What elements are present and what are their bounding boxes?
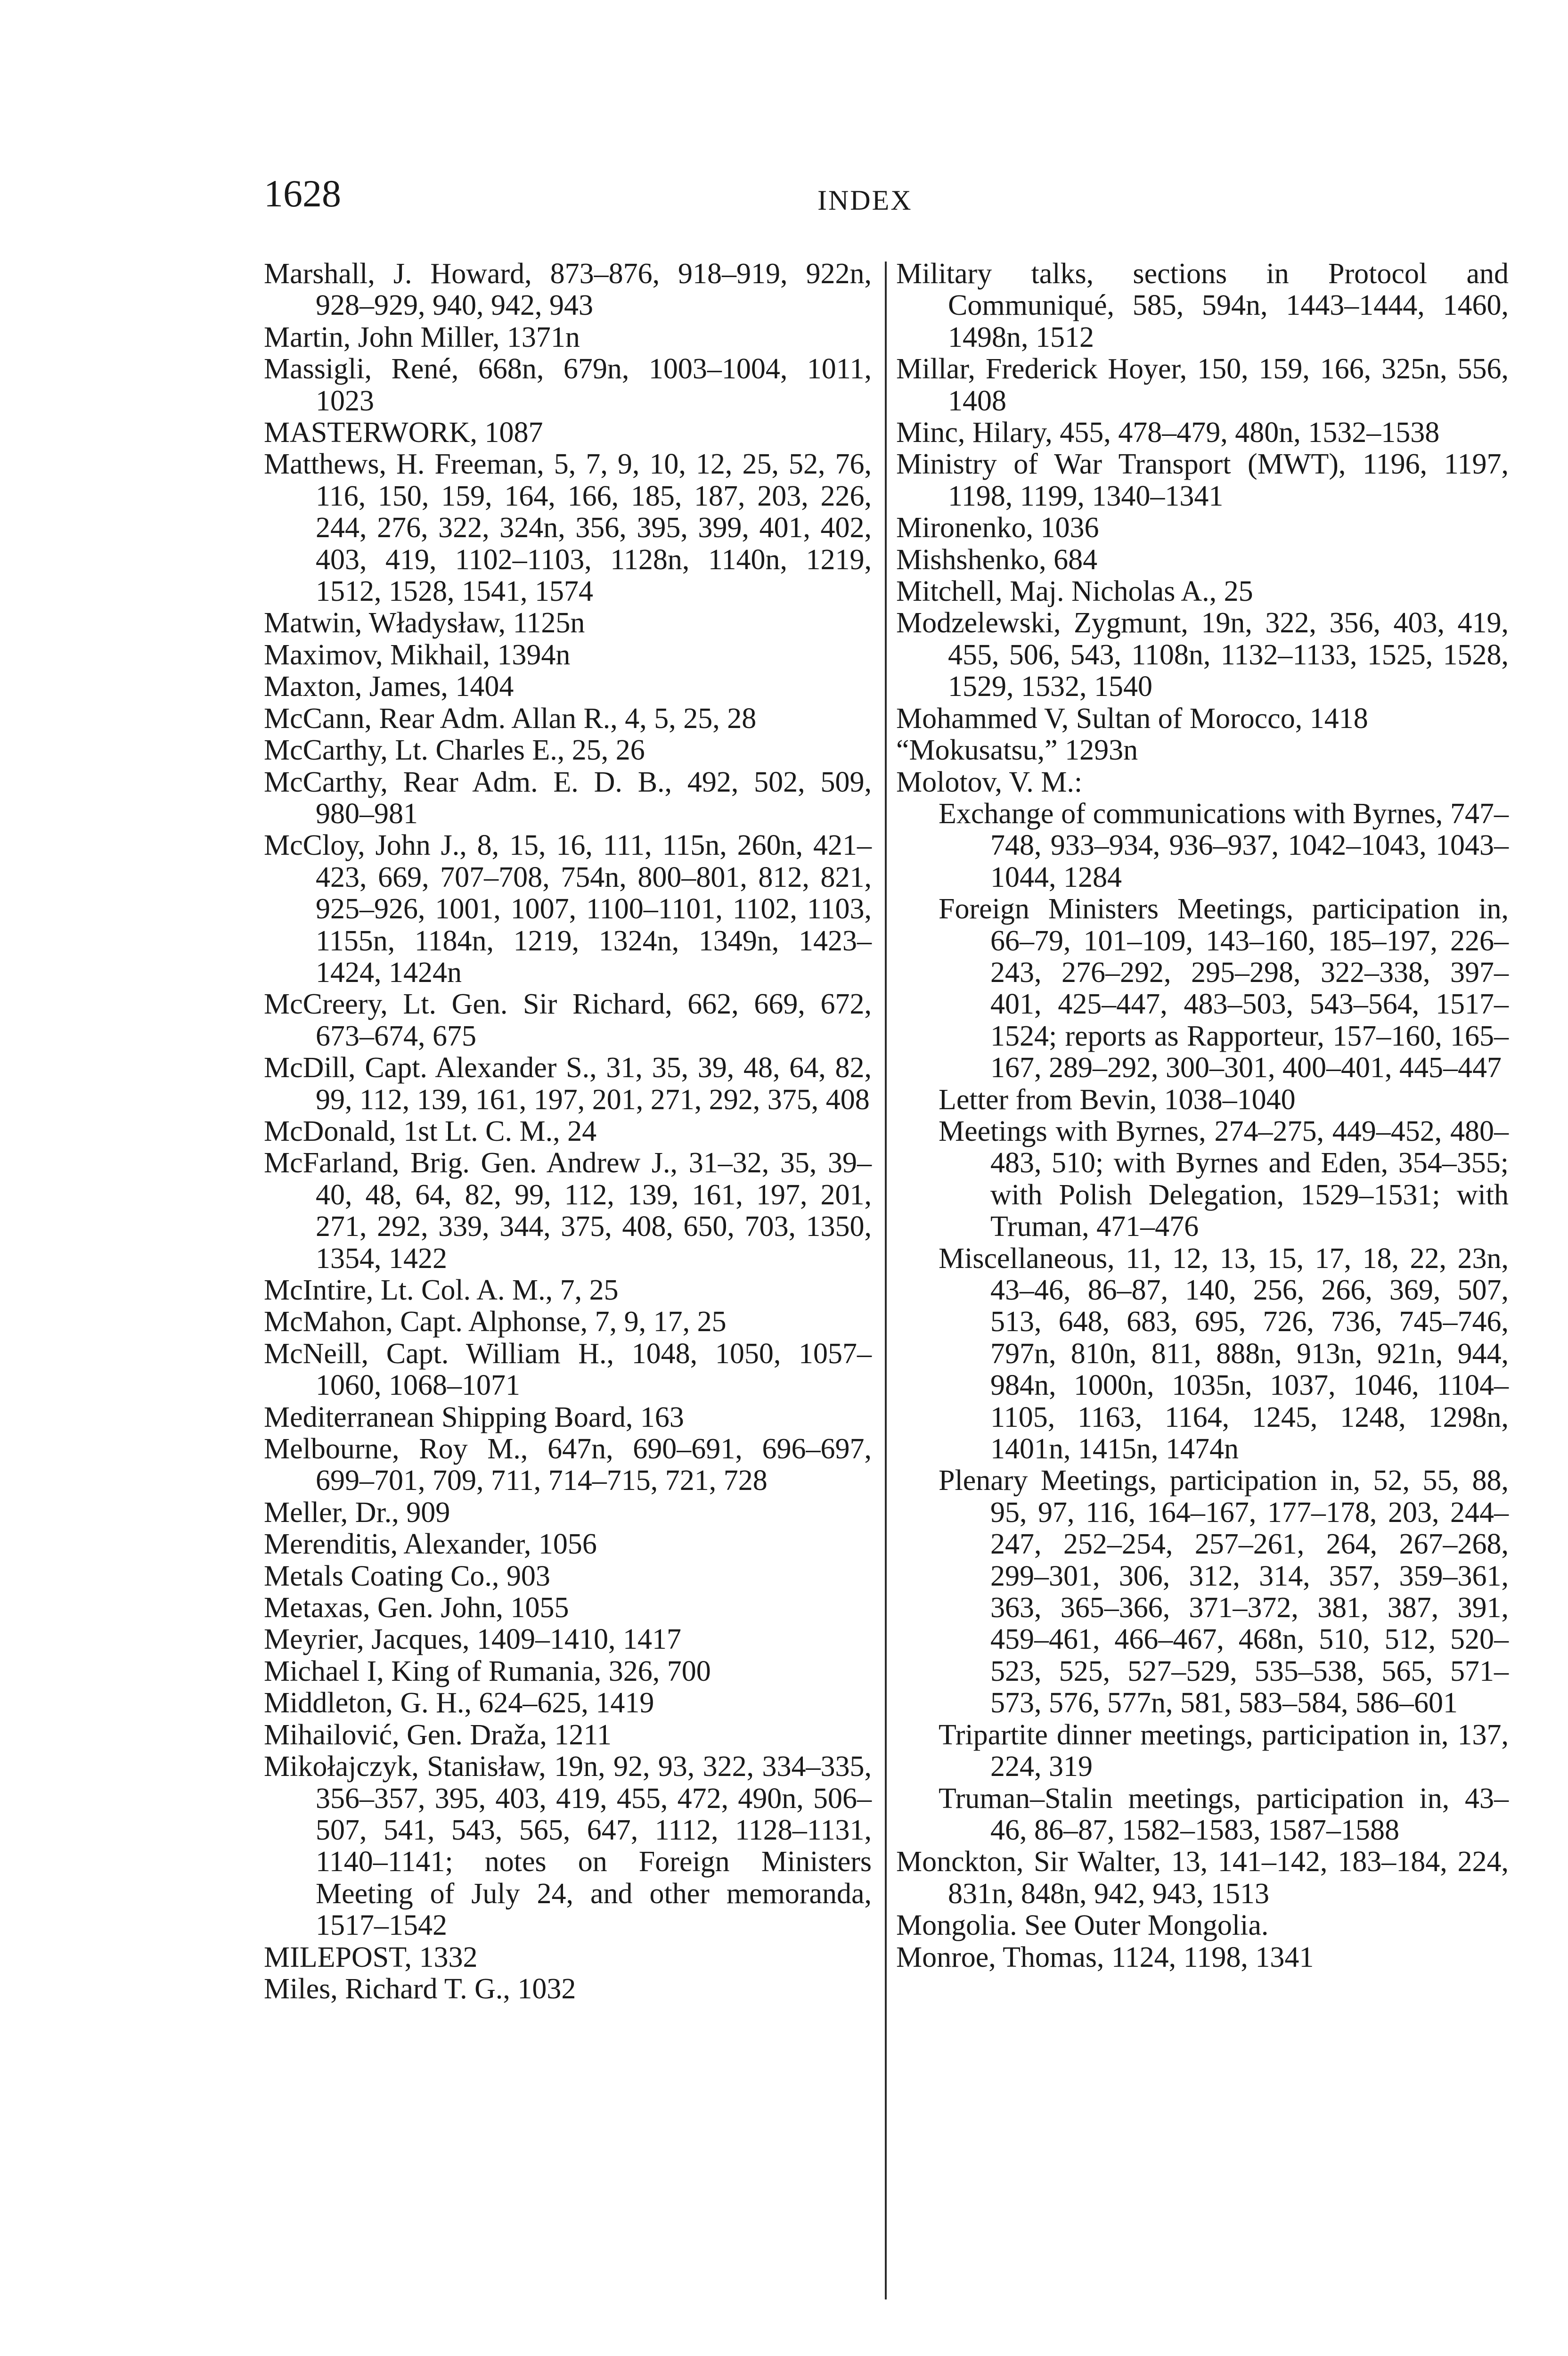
index-entry: Mohammed V, Sultan of Morocco, 1418	[896, 702, 1368, 735]
index-subentry: Letter from Bevin, 1038–1040	[939, 1083, 1296, 1116]
index-entry: Maximov, Mikhail, 1394n	[264, 638, 571, 671]
index-entry: McCarthy, Rear Adm. E. D. B., 492, 502, 509, 980–981	[264, 766, 872, 830]
index-entry: McDill, Capt. Alexander S., 31, 35, 39, 48, 64, 82, 99, 112, 139, 161, 197, 201, 271, 292, 375, 408	[264, 1052, 872, 1116]
page-number: 1628	[264, 172, 341, 215]
index-entry: Mikołajczyk, Stanisław, 19n, 92, 93, 322, 334–335, 356–357, 395, 403, 419, 455, 472, 490n, 506–507, 541, 543, 565, 647, 1112, 1128–1131, 1140–1141; notes on Foreign Ministers Meeting of July 24, and other memoranda, 1517–1542	[264, 1751, 872, 1942]
index-entry: McCarthy, Lt. Charles E., 25, 26	[264, 734, 645, 767]
index-entry: Minc, Hilary, 455, 478–479, 480n, 1532–1538	[896, 417, 1440, 449]
index-entry: McMahon, Capt. Alphonse, 7, 9, 17, 25	[264, 1306, 727, 1338]
index-entry: Metaxas, Gen. John, 1055	[264, 1592, 569, 1624]
index-entry: Mongolia. See Outer Mongolia.	[896, 1909, 1269, 1942]
index-entry: McCann, Rear Adm. Allan R., 4, 5, 25, 28	[264, 702, 757, 735]
index-subentry: Meetings with Byrnes, 274–275, 449–452, 480–483, 510; with Byrnes and Eden, 354–355; with Polish Delegation, 1529–1531; with Truman, 471–476	[939, 1115, 1509, 1243]
index-entry: Monckton, Sir Walter, 13, 141–142, 183–184, 224, 831n, 848n, 942, 943, 1513	[896, 1846, 1509, 1910]
index-entry: McCloy, John J., 8, 15, 16, 111, 115n, 260n, 421–423, 669, 707–708, 754n, 800–801, 812, 821, 925–926, 1001, 1007, 1100–1101, 1102, 1103, 1155n, 1184n, 1219, 1324n, 1349n, 1423–1424, 1424n	[264, 829, 872, 989]
index-entry: Ministry of War Transport (MWT), 1196, 1197, 1198, 1199, 1340–1341	[896, 448, 1509, 512]
index-entry: Mishshenko, 684	[896, 543, 1098, 576]
index-subentry: Miscellaneous, 11, 12, 13, 15, 17, 18, 22, 23n, 43–46, 86–87, 140, 256, 266, 369, 507, 513, 648, 683, 695, 726, 736, 745–746, 797n, 810n, 811, 888n, 913n, 921n, 944, 984n, 1000n, 1035n, 1037, 1046, 1104–1105, 1163, 1164, 1245, 1248, 1298n, 1401n, 1415n, 1474n	[939, 1242, 1509, 1465]
index-entry: Monroe, Thomas, 1124, 1198, 1341	[896, 1941, 1314, 1973]
index-subentry: Exchange of communications with Byrnes, 747–748, 933–934, 936–937, 1042–1043, 1043–1044, 1284	[939, 797, 1509, 893]
index-entry: Matwin, Władysław, 1125n	[264, 607, 585, 639]
index-entry: Matthews, H. Freeman, 5, 7, 9, 10, 12, 25, 52, 76, 116, 150, 159, 164, 166, 185, 187, 203, 226, 244, 276, 322, 324n, 356, 395, 399, 401, 402, 403, 419, 1102–1103, 1128n, 1140n, 1219, 1512, 1528, 1541, 1574	[264, 448, 872, 608]
index-entry: Mitchell, Maj. Nicholas A., 25	[896, 575, 1253, 608]
index-entry: Merenditis, Alexander, 1056	[264, 1528, 597, 1561]
index-column-left	[264, 258, 872, 2005]
index-entry: “Mokusatsu,” 1293n	[896, 734, 1138, 767]
index-entry: Martin, John Miller, 1371n	[264, 321, 580, 353]
index-entry: Michael I, King of Rumania, 326, 700	[264, 1655, 711, 1687]
index-entry: Meyrier, Jacques, 1409–1410, 1417	[264, 1623, 682, 1656]
column-divider	[885, 262, 887, 2299]
index-entry: McFarland, Brig. Gen. Andrew J., 31–32, 35, 39–40, 48, 64, 82, 99, 112, 139, 161, 197, 201, 271, 292, 339, 344, 375, 408, 650, 703, 1350, 1354, 1422	[264, 1147, 872, 1275]
index-subentry: Plenary Meetings, participation in, 52, 55, 88, 95, 97, 116, 164–167, 177–178, 203, 244–247, 252–254, 257–261, 264, 267–268, 299–301, 306, 312, 314, 357, 359–361, 363, 365–366, 371–372, 381, 387, 391, 459–461, 466–467, 468n, 510, 512, 520–523, 525, 527–529, 535–538, 565, 571–573, 576, 577n, 581, 583–584, 586–601	[939, 1464, 1509, 1719]
index-entry: Marshall, J. Howard, 873–876, 918–919, 922n, 928–929, 940, 942, 943	[264, 258, 872, 322]
index-entry: McNeill, Capt. William H., 1048, 1050, 1057–1060, 1068–1071	[264, 1337, 872, 1402]
index-subentry: Truman–Stalin meetings, participation in, 43–46, 86–87, 1582–1583, 1587–1588	[939, 1782, 1509, 1846]
index-entry: Middleton, G. H., 624–625, 1419	[264, 1687, 654, 1719]
index-entry: Mihailović, Gen. Draža, 1211	[264, 1718, 612, 1751]
index-entry: Molotov, V. M.:	[896, 766, 1083, 798]
index-entry: MILEPOST, 1332	[264, 1941, 478, 1973]
running-head: INDEX	[817, 185, 913, 216]
index-entry: Meller, Dr., 909	[264, 1496, 450, 1529]
index-entry: Modzelewski, Zygmunt, 19n, 322, 356, 403, 419, 455, 506, 543, 1108n, 1132–1133, 1525, 1528, 1529, 1532, 1540	[896, 607, 1509, 703]
index-entry: Military talks, sections in Protocol and Communiqué, 585, 594n, 1443–1444, 1460, 1498n, 1512	[896, 258, 1509, 353]
index-column-right	[896, 258, 1509, 1973]
index-entry: Melbourne, Roy M., 647n, 690–691, 696–697, 699–701, 709, 711, 714–715, 721, 728	[264, 1433, 872, 1497]
index-entry: McCreery, Lt. Gen. Sir Richard, 662, 669, 672, 673–674, 675	[264, 988, 872, 1052]
index-entry: MASTERWORK, 1087	[264, 417, 543, 449]
index-entry: Millar, Frederick Hoyer, 150, 159, 166, 325n, 556, 1408	[896, 353, 1509, 417]
index-entry: Mediterranean Shipping Board, 163	[264, 1401, 684, 1433]
index-entry: Maxton, James, 1404	[264, 671, 514, 703]
index-entry: Massigli, René, 668n, 679n, 1003–1004, 1011, 1023	[264, 353, 872, 417]
index-entry: McIntire, Lt. Col. A. M., 7, 25	[264, 1274, 619, 1306]
index-subentry: Foreign Ministers Meetings, participation in, 66–79, 101–109, 143–160, 185–197, 226–243, 276–292, 295–298, 322–338, 397–401, 425–447, 483–503, 543–564, 1517–1524; reports as Rapporteur, 157–160, 165–167, 289–292, 300–301, 400–401, 445–447	[939, 893, 1509, 1084]
index-subentry: Tripartite dinner meetings, participation in, 137, 224, 319	[939, 1718, 1509, 1783]
index-entry: Miles, Richard T. G., 1032	[264, 1972, 576, 2005]
index-entry: Metals Coating Co., 903	[264, 1560, 550, 1592]
index-entry: McDonald, 1st Lt. C. M., 24	[264, 1115, 597, 1147]
index-entry: Mironenko, 1036	[896, 512, 1099, 544]
